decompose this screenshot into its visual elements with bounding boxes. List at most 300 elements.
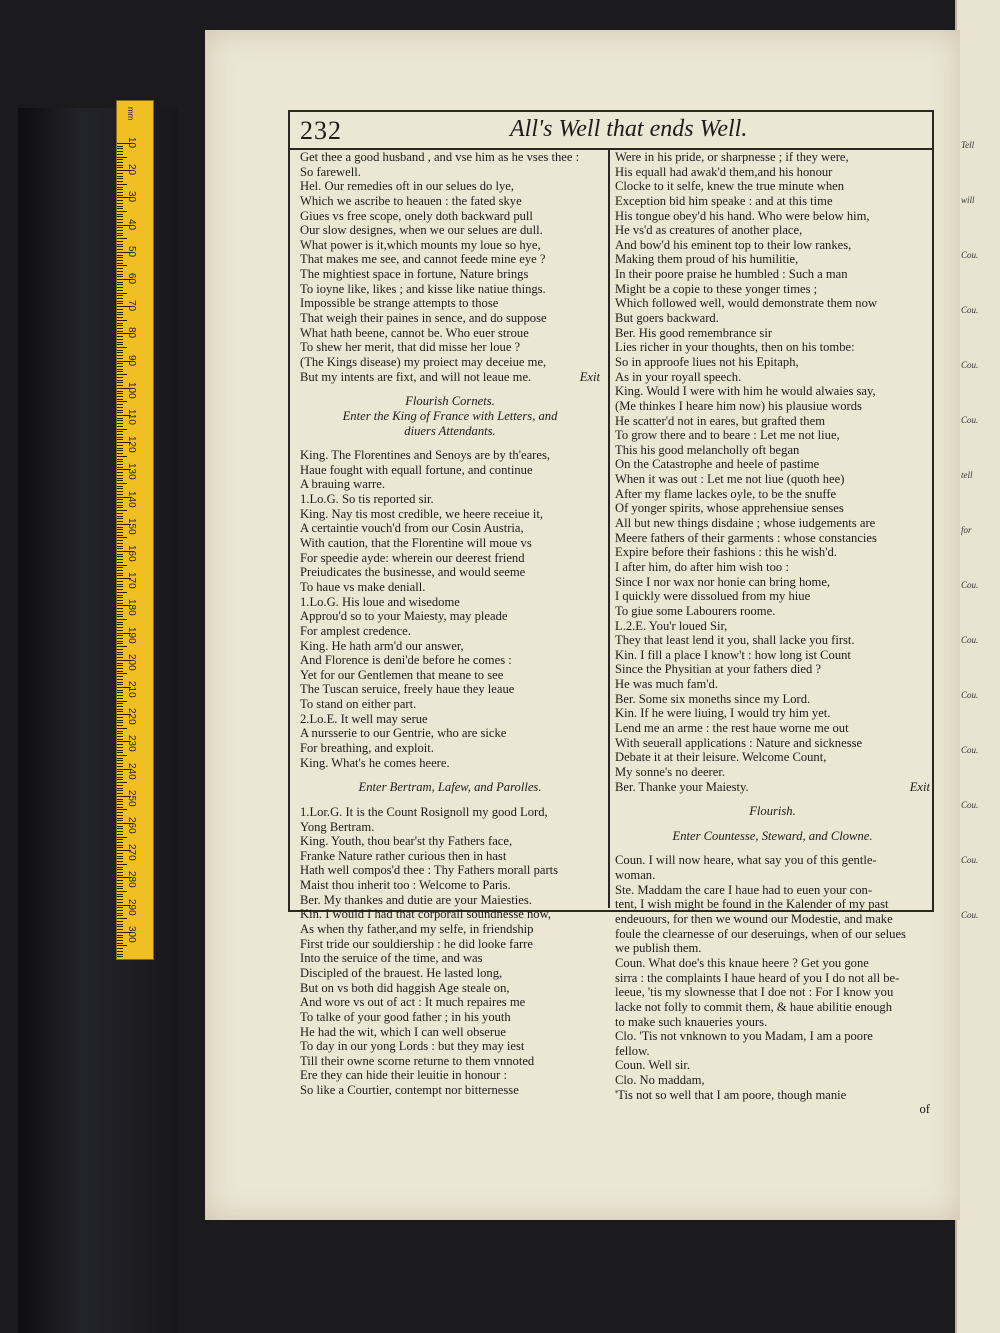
ruler-minor-tick [117, 676, 123, 677]
text-line: King. What's he comes heere. [300, 755, 450, 770]
ruler-label: 110 [126, 409, 137, 425]
ruler-minor-tick [117, 679, 123, 680]
stage-direction: Enter Countesse, Steward, and Clowne. [672, 828, 873, 843]
ruler-minor-tick [117, 570, 123, 571]
ruler-minor-tick [117, 146, 123, 147]
text-line: With seuerall applications : Nature and sicknesse [615, 735, 863, 750]
ruler-minor-tick [117, 521, 123, 522]
text-line: And Florence is deni'de before he comes : [300, 653, 512, 668]
ruler-minor-tick [117, 940, 123, 941]
ruler-minor-tick [117, 559, 123, 560]
ruler-minor-tick [117, 698, 123, 699]
ruler-minor-tick [117, 382, 123, 383]
ruler-minor-tick [117, 358, 123, 359]
ruler-minor-tick [117, 872, 123, 873]
ruler-minor-tick [117, 371, 123, 372]
text-line: foule the clearnesse of our deseruings, when of our selues [615, 926, 906, 941]
text-line: I quickly were dissolued from my hiue [615, 589, 811, 604]
ruler-minor-tick [117, 624, 123, 625]
ruler-minor-tick [117, 437, 123, 438]
ruler-minor-tick [117, 853, 123, 854]
ruler-minor-tick [117, 869, 123, 870]
text-line: fellow. [615, 1043, 650, 1058]
ruler-label: 270 [126, 844, 137, 861]
text-line: 1.Lor.G. It is the Count Rosignoll my good Lord, [300, 804, 548, 819]
adjacent-page-fragment: Tell [961, 140, 975, 150]
text-line: Haue fought with equall fortune, and continue [300, 462, 533, 477]
text-line: With caution, that the Florentine will moue vs [300, 536, 532, 551]
ruler-minor-tick [117, 206, 123, 207]
ruler-minor-tick [117, 314, 123, 315]
ruler-minor-tick [117, 189, 123, 190]
text-line: to make such knaueries yours. [615, 1014, 768, 1029]
adjacent-page-fragment: Cou. [961, 635, 979, 645]
text-line: Clocke to it selfe, knew the true minute when [615, 179, 845, 194]
text-line: Ber. Some six moneths since my Lord. [615, 691, 811, 706]
ruler-minor-tick [117, 488, 123, 489]
ruler-minor-tick [117, 298, 123, 299]
ruler-minor-tick [117, 154, 123, 155]
ruler-minor-tick [117, 690, 123, 691]
ruler-minor-tick [117, 385, 123, 386]
text-line: Our slow designes, when we our selues are dull. [300, 223, 543, 238]
ruler-minor-tick [117, 728, 127, 729]
text-line: Ste. Maddam the care I haue had to euen your con- [615, 882, 873, 897]
text-line: Which followed well, would demonstrate them now [615, 296, 877, 311]
ruler-minor-tick [117, 915, 123, 916]
adjacent-page-fragment: Cou. [961, 580, 979, 590]
text-line: Get thee a good husband , and vse him as he vses thee : [300, 150, 580, 164]
adjacent-page-fragment: will [961, 195, 975, 205]
text-line: First tride our souldiership : he did looke farre [300, 936, 533, 951]
ruler-minor-tick [117, 695, 123, 696]
text-line: Exception bid him speake : and at this time [615, 193, 833, 208]
ruler-minor-tick [117, 363, 123, 364]
ruler-minor-tick [117, 595, 123, 596]
ruler-minor-tick [117, 799, 123, 800]
ruler-minor-tick [117, 902, 123, 903]
ruler-minor-tick [117, 339, 123, 340]
ruler-minor-tick [117, 951, 123, 952]
text-line: To talke of your good father ; in his youth [300, 1009, 511, 1024]
ruler-minor-tick [117, 214, 123, 215]
text-line: Meere fathers of their garments : whose constancies [615, 530, 877, 545]
ruler-label: 230 [126, 735, 137, 753]
ruler-minor-tick [117, 434, 123, 435]
ruler-minor-tick [117, 722, 123, 723]
ruler-minor-tick [117, 486, 123, 487]
text-line: For amplest credence. [300, 623, 411, 638]
ruler-minor-tick [117, 630, 123, 631]
ruler-label: 30 [126, 191, 137, 203]
ruler-minor-tick [117, 475, 123, 476]
ruler-minor-tick [117, 162, 123, 163]
text-line: To ioyne like, likes ; and kisse like natiue things. [300, 281, 546, 296]
ruler-minor-tick [117, 921, 123, 922]
ruler-minor-tick [117, 771, 123, 772]
ruler-minor-tick [117, 505, 123, 506]
ruler-label: 160 [126, 545, 137, 562]
ruler-minor-tick [117, 165, 123, 166]
ruler-minor-tick [117, 709, 123, 710]
text-line: sirra : the complaints I haue heard of you I do not all be- [615, 970, 900, 985]
ruler-minor-tick [117, 450, 123, 451]
text-line: Clo. 'Tis not vnknown to you Madam, I am a poore [615, 1029, 873, 1044]
ruler-minor-tick [117, 755, 127, 756]
ruler-minor-tick [117, 453, 123, 454]
ruler-minor-tick [117, 733, 123, 734]
text-line: As in your royall speech. [615, 369, 742, 384]
ruler-minor-tick [117, 276, 123, 277]
ruler-minor-tick [117, 238, 127, 239]
ruler-minor-tick [117, 641, 123, 642]
ruler-minor-tick [117, 429, 127, 430]
ruler-minor-tick [117, 842, 123, 843]
ruler-minor-tick [117, 366, 123, 367]
ruler-minor-tick [117, 303, 123, 304]
text-line: What hath beene, cannot be. Who euer stroue [300, 325, 529, 340]
ruler-minor-tick [117, 731, 123, 732]
ruler-minor-tick [117, 750, 123, 751]
ruler-label: 50 [126, 245, 137, 257]
ruler-minor-tick [117, 241, 123, 242]
ruler-label: 70 [126, 300, 137, 312]
text-line: (The Kings disease) my proiect may deceiue me, [300, 354, 547, 369]
text-line: leeue, 'tis my slownesse that I doe not : For I know you [615, 985, 894, 1000]
ruler-minor-tick [117, 255, 123, 256]
text-line: Giues vs free scope, onely doth backward pull [300, 208, 533, 223]
text-line: Since the Physitian at your fathers died ? [615, 662, 821, 677]
stanza-gap [300, 770, 600, 780]
text-line: 2.Lo.E. It well may serue [300, 711, 428, 726]
ruler-minor-tick [117, 910, 123, 911]
ruler-minor-tick [117, 347, 127, 348]
ruler-minor-tick [117, 954, 123, 955]
ruler-label: 300 [126, 925, 137, 943]
ruler-minor-tick [117, 684, 123, 685]
text-line: The Tuscan seruice, freely haue they leaue [300, 682, 515, 697]
ruler-minor-tick [117, 562, 123, 563]
ruler-minor-tick [117, 295, 123, 296]
ruler-minor-tick [117, 875, 123, 876]
ruler-minor-tick [117, 548, 123, 549]
ruler-minor-tick [117, 284, 123, 285]
ruler-minor-tick [117, 439, 123, 440]
ruler-minor-tick [117, 167, 123, 168]
running-title: All's Well that ends Well. [510, 116, 748, 142]
ruler-minor-tick [117, 603, 123, 604]
ruler-minor-tick [117, 820, 123, 821]
text-line: Discipled of the brauest. He lasted long, [300, 965, 503, 980]
text-line: Lend me an arme : the rest haue worne me out [615, 720, 849, 735]
ruler-minor-tick [117, 826, 123, 827]
text-line: Making them proud of his humilitie, [615, 252, 799, 267]
ruler-minor-tick [117, 393, 123, 394]
ruler-minor-tick [117, 643, 123, 644]
ruler-minor-tick [117, 391, 123, 392]
text-line: All but new things disdaine ; whose iudgements are [615, 516, 876, 531]
ruler-label: 250 [126, 789, 137, 807]
ruler-minor-tick [117, 725, 123, 726]
ruler-minor-tick [117, 638, 123, 639]
ruler-minor-tick [117, 614, 123, 615]
text-line: L.2.E. You'r loued Sir, [615, 618, 728, 633]
ruler-minor-tick [117, 894, 123, 895]
text-line: King. He hath arm'd our answer, [300, 638, 464, 653]
ruler-minor-tick [117, 788, 123, 789]
adjacent-page-fragment: Cou. [961, 745, 979, 755]
ruler-label: 60 [126, 273, 137, 285]
ruler-minor-tick [117, 445, 123, 446]
ruler-minor-tick [117, 527, 123, 528]
ruler-minor-tick [117, 456, 127, 457]
stage-direction: Enter Bertram, Lafew, and Parolles. [358, 780, 542, 795]
ruler-unit: mm [126, 107, 135, 121]
ruler-minor-tick [117, 858, 123, 859]
ruler-minor-tick [117, 344, 123, 345]
ruler-minor-tick [117, 227, 123, 228]
ruler-minor-tick [117, 837, 127, 838]
ruler-minor-tick [117, 886, 123, 887]
ruler-minor-tick [117, 766, 123, 767]
ruler-minor-tick [117, 540, 123, 541]
ruler-minor-tick [117, 246, 123, 247]
text-line [615, 780, 930, 795]
text-line: To shew her merit, that did misse her loue ? [300, 340, 521, 355]
ruler-minor-tick [117, 945, 127, 946]
ruler-minor-tick [117, 744, 123, 745]
text-line: King. Would I were with him he would alwaies say, [615, 384, 876, 399]
ruler-minor-tick [117, 265, 127, 266]
ruler-minor-tick [117, 899, 123, 900]
ruler-minor-tick [117, 818, 123, 819]
ruler-minor-tick [117, 178, 123, 179]
ruler-minor-tick [117, 293, 127, 294]
ruler-minor-tick [117, 401, 127, 402]
ruler-minor-tick [117, 565, 127, 566]
text-line: To stand on either part. [300, 697, 417, 712]
ruler-minor-tick [117, 907, 123, 908]
ruler-minor-tick [117, 720, 123, 721]
ruler-minor-tick [117, 418, 123, 419]
text-line: we publish them. [615, 941, 702, 956]
ruler-minor-tick [117, 692, 123, 693]
ruler-minor-tick [117, 747, 123, 748]
ruler-minor-tick [117, 208, 123, 209]
ruler-minor-tick [117, 195, 123, 196]
text-line: A certaintie vouch'd from our Cosin Austria, [300, 521, 524, 536]
text-line: I after him, do after him wish too : [615, 559, 789, 574]
stanza-gap [615, 843, 930, 853]
ruler-minor-tick [117, 159, 123, 160]
ruler-minor-tick [117, 567, 123, 568]
text-line: 'Tis not so well that I am poore, though manie [615, 1087, 847, 1102]
ruler-minor-tick [117, 494, 123, 495]
ruler-minor-tick [117, 483, 127, 484]
ruler-minor-tick [117, 600, 123, 601]
exit-direction: Exit [909, 779, 930, 794]
text-line: Since I nor wax nor honie can bring home, [615, 574, 831, 589]
text-line: King. Youth, thou bear'st thy Fathers face, [300, 834, 513, 849]
ruler-minor-tick [117, 157, 127, 158]
ruler-minor-tick [117, 706, 123, 707]
text-line: 1.Lo.G. His loue and wisedome [300, 594, 460, 609]
ruler-minor-tick [117, 782, 127, 783]
ruler-label: 240 [126, 762, 137, 780]
ruler-label: 100 [126, 381, 137, 399]
ruler-minor-tick [117, 924, 123, 925]
ruler-minor-tick [117, 448, 123, 449]
ruler-minor-tick [117, 701, 127, 702]
ruler-minor-tick [117, 412, 123, 413]
ruler-minor-tick [117, 584, 123, 585]
ruler-minor-tick [117, 649, 123, 650]
ruler-minor-tick [117, 586, 123, 587]
ruler-minor-tick [117, 812, 123, 813]
text-line: But goers backward. [615, 311, 719, 326]
ruler-minor-tick [117, 535, 123, 536]
text-line: That makes me see, and cannot feede mine eye ? [300, 252, 546, 267]
stage-direction: Flourish. [749, 804, 796, 819]
ruler-minor-tick [117, 654, 123, 655]
ruler-minor-tick [117, 608, 123, 609]
ruler-minor-tick [117, 268, 123, 269]
ruler-minor-tick [117, 646, 127, 647]
adjacent-page-fragment: Cou. [961, 800, 979, 810]
text-line: After my flame lackes oyle, to be the snuffe [615, 486, 837, 501]
text-line: My sonne's no deerer. [615, 764, 725, 779]
ruler-minor-tick [117, 619, 127, 620]
ruler-minor-tick [117, 516, 123, 517]
ruler-minor-tick [117, 380, 123, 381]
ruler-minor-tick [117, 673, 127, 674]
ruler-label: 200 [126, 653, 137, 671]
text-line: Which we ascribe to heauen : the fated skye [300, 193, 522, 208]
ruler-label: 80 [126, 327, 137, 339]
ruler-minor-tick [117, 581, 123, 582]
text-line: His tongue obey'd his hand. Who were below him, [615, 208, 870, 223]
ruler-minor-tick [117, 184, 127, 185]
text-line: Preiudicates the businesse, and would seeme [300, 565, 526, 580]
text-line: So farewell. [300, 164, 361, 179]
ruler-minor-tick [117, 785, 123, 786]
stanza-gap [615, 794, 930, 804]
ruler-minor-tick [117, 589, 123, 590]
ruler-minor-tick [117, 711, 123, 712]
ruler-minor-tick [117, 510, 127, 511]
ruler-minor-tick [117, 355, 123, 356]
ruler-minor-tick [117, 834, 123, 835]
stage-direction: Enter the King of France with Letters, and [342, 408, 558, 423]
ruler-minor-tick [117, 926, 123, 927]
text-line: endeuours, for then we wound our Modestie, and make [615, 912, 893, 927]
ruler-minor-tick [117, 845, 123, 846]
text-line: That weigh their paines in sence, and do suppose [300, 311, 547, 326]
text-line: Into the seruice of the time, and was [300, 951, 483, 966]
ruler-minor-tick [117, 187, 123, 188]
ruler-minor-tick [117, 663, 123, 664]
ruler-minor-tick [117, 502, 123, 503]
text-line: To day in our yong Lords : but they may iest [300, 1039, 525, 1054]
ruler-minor-tick [117, 703, 123, 704]
ruler-minor-tick [117, 176, 123, 177]
ruler-minor-tick [117, 342, 123, 343]
text-line: Ber. His good remembrance sir [615, 325, 773, 340]
adjacent-page-fragment: Cou. [961, 360, 979, 370]
ruler-minor-tick [117, 219, 123, 220]
ruler-minor-tick [117, 804, 123, 805]
ruler-minor-tick [117, 420, 123, 421]
ruler-minor-tick [117, 779, 123, 780]
ruler-minor-tick [117, 913, 123, 914]
text-line: To haue vs make deniall. [300, 579, 426, 594]
ruler-minor-tick [117, 235, 123, 236]
text-line: On the Catastrophe and heele of pastime [615, 457, 820, 472]
text-line: But on vs both did haggish Age steale on, [300, 980, 510, 995]
ruler-minor-tick [117, 839, 123, 840]
ruler-minor-tick [117, 880, 123, 881]
ruler-minor-tick [117, 320, 127, 321]
text-line: Impossible be strange attempts to those [300, 296, 499, 311]
ruler-minor-tick [117, 396, 123, 397]
text-line: They that least lend it you, shall lacke you first. [615, 633, 855, 648]
ruler-minor-tick [117, 867, 123, 868]
ruler-minor-tick [117, 760, 123, 761]
text-line: Till their owne scorne returne to them vnnoted [300, 1053, 535, 1068]
ruler-minor-tick [117, 793, 123, 794]
text-line: (Me thinkes I heare him now) his plausiue words [615, 398, 862, 413]
ruler-minor-tick [117, 328, 123, 329]
ruler-minor-tick [117, 459, 123, 460]
text-line: For breathing, and exploit. [300, 740, 434, 755]
text-line: Yong Bertram. [300, 819, 375, 834]
text-line: Kin. If he were liuing, I would try him yet. [615, 706, 831, 721]
ruler-minor-tick [117, 377, 123, 378]
adjacent-page-fragment: Cou. [961, 910, 979, 920]
ruler-minor-tick [117, 151, 123, 152]
ruler-minor-tick [117, 513, 123, 514]
ruler-minor-tick [117, 622, 123, 623]
ruler-minor-tick [117, 410, 123, 411]
adjacent-page-fragment: Cou. [961, 305, 979, 315]
ruler-minor-tick [117, 948, 123, 949]
text-line [300, 370, 600, 385]
stanza-gap [300, 795, 600, 805]
ruler-minor-tick [117, 369, 123, 370]
ruler-minor-tick [117, 148, 123, 149]
ruler-minor-tick [117, 257, 123, 258]
ruler-minor-tick [117, 682, 123, 683]
ruler-minor-tick [117, 918, 127, 919]
ruler-minor-tick [117, 809, 127, 810]
text-line: Franke Nature rather curious then in hast [300, 848, 507, 863]
ruler-minor-tick [117, 192, 123, 193]
text-line: Hel. Our remedies oft in our selues do lye, [300, 179, 515, 194]
text-line: Expire before their fashions : this he wish'd. [615, 545, 837, 560]
ruler-minor-tick [117, 665, 123, 666]
ruler-label: 130 [126, 463, 137, 481]
ruler-label: 20 [126, 164, 137, 176]
ruler-minor-tick [117, 935, 123, 936]
ruler-minor-tick [117, 323, 123, 324]
text-line: Debate it at their leisure. Welcome Count, [615, 750, 827, 765]
ruler-minor-tick [117, 668, 123, 669]
ruler-minor-tick [117, 883, 123, 884]
ruler-minor-tick [117, 233, 123, 234]
text-line: King. Nay tis most credible, we heere receiue it, [300, 506, 544, 521]
ruler-minor-tick [117, 249, 123, 250]
text-line: 1.Lo.G. So tis reported sir. [300, 492, 434, 507]
